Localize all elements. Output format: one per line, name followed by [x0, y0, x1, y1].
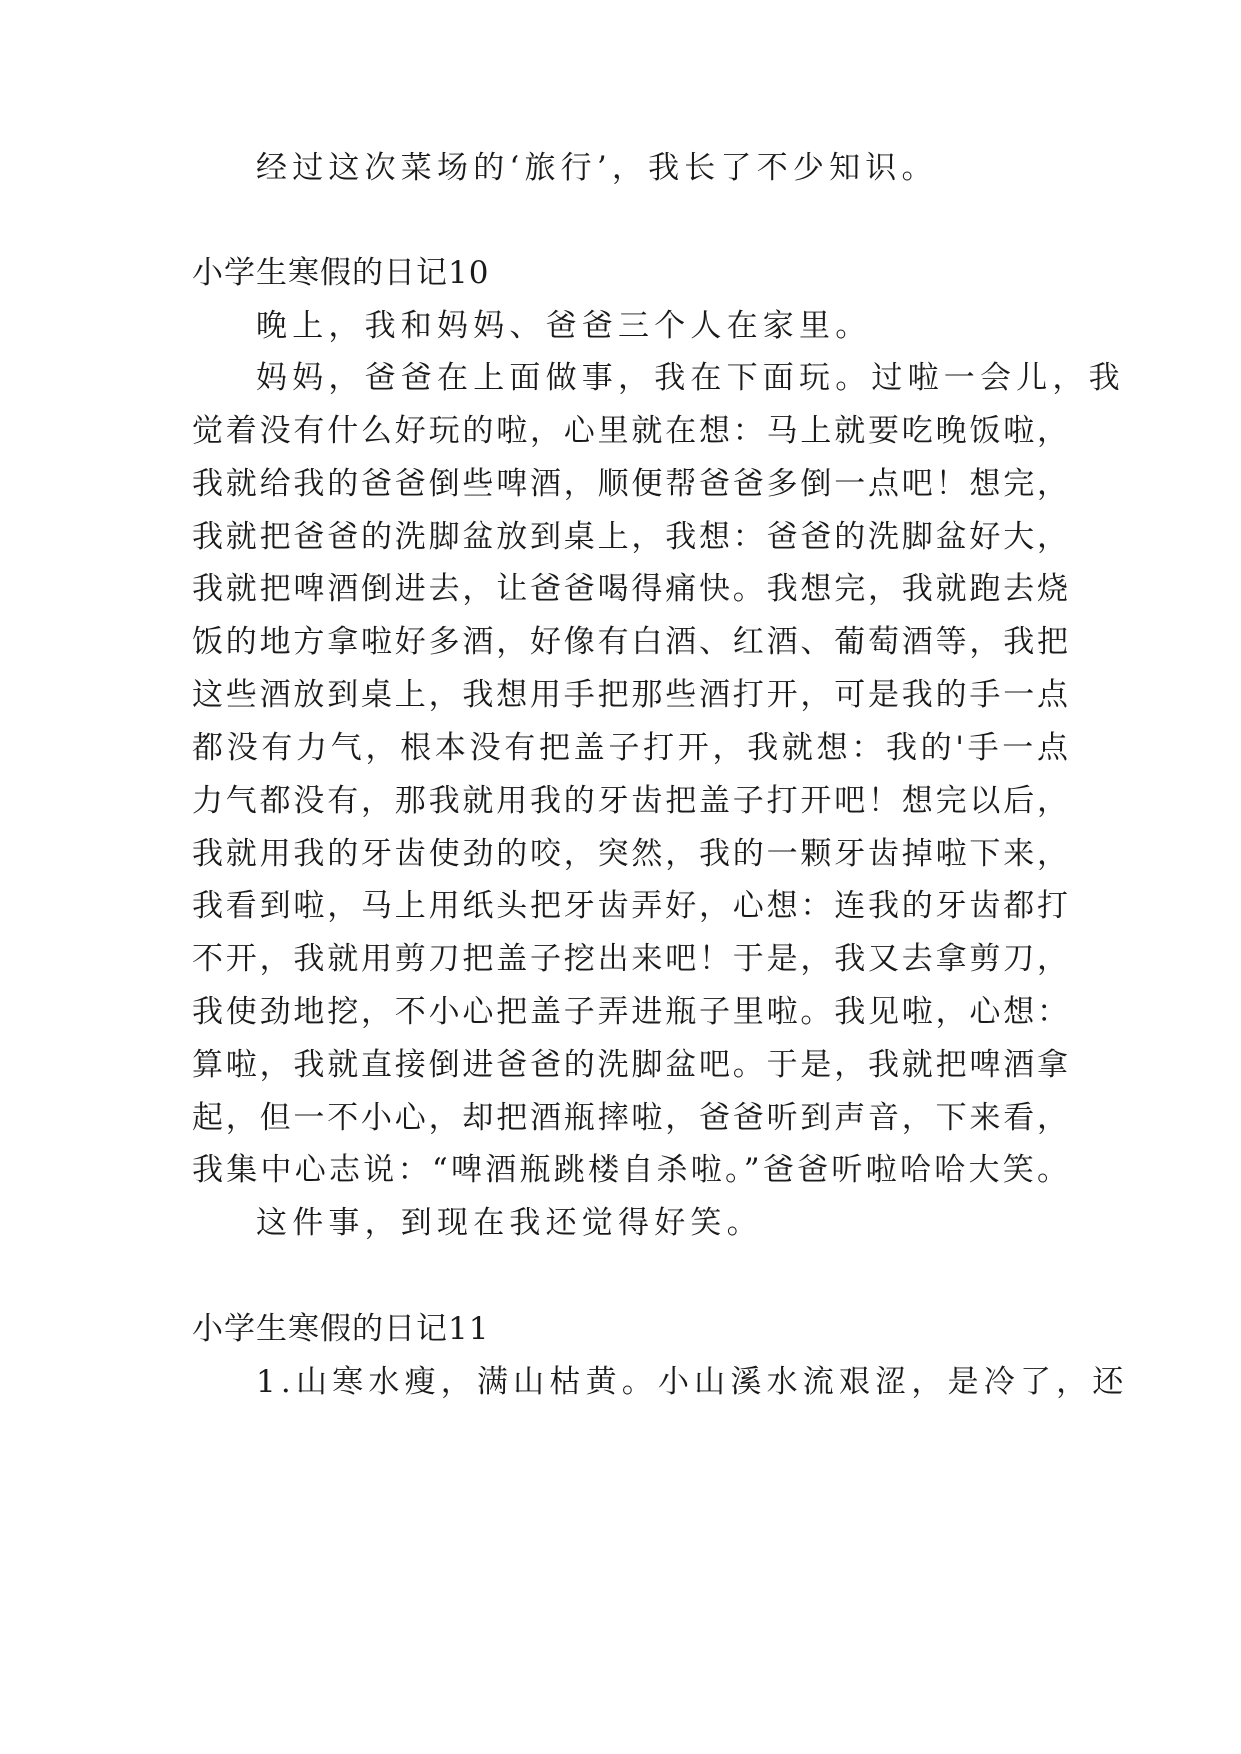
entry-10-paragraph-2-line: 这些酒放到桌上，我想用手把那些酒打开，可是我的手一点 [192, 677, 1068, 713]
entry-11-title: 小学生寒假的日记11 [192, 1311, 490, 1347]
entry-10-paragraph-2-line: 妈妈，爸爸在上面做事，我在下面玩。过啦一会儿，我 [256, 360, 1125, 396]
entry-10-paragraph-2-line: 力气都没有，那我就用我的牙齿把盖子打开吧！想完以后， [192, 783, 1068, 819]
entry-10-paragraph-2-line: 我就用我的牙齿使劲的咬，突然，我的一颗牙齿掉啦下来， [192, 836, 1068, 872]
entry-10-title: 小学生寒假的日记10 [192, 255, 490, 291]
entry-10-paragraph-2-line: 算啦，我就直接倒进爸爸的洗脚盆吧。于是，我就把啤酒拿 [192, 1047, 1068, 1083]
entry-10-paragraph-2-line: 我集中心志说：“啤酒瓶跳楼自杀啦。”爸爸听啦哈哈大笑。 [192, 1152, 1068, 1188]
entry-10-paragraph-2-line: 我就把啤酒倒进去，让爸爸喝得痛快。我想完，我就跑去烧 [192, 571, 1068, 607]
entry-10-paragraph-2-line: 起，但一不小心，却把酒瓶摔啦，爸爸听到声音，下来看， [192, 1100, 1068, 1136]
entry-10-paragraph-2-line: 我就把爸爸的洗脚盆放到桌上，我想：爸爸的洗脚盆好大， [192, 519, 1068, 555]
entry-10-paragraph-2-line: 都没有力气，根本没有把盖子打开，我就想：我的'手一点 [192, 730, 1068, 766]
entry-10-paragraph-2-line: 觉着没有什么好玩的啦，心里就在想：马上就要吃晚饭啦， [192, 413, 1068, 449]
entry-11-paragraph-1-line: 1.山寒水瘦，满山枯黄。小山溪水流艰涩，是冷了，还 [256, 1364, 1129, 1400]
entry-10-paragraph-2-line: 我就给我的爸爸倒些啤酒，顺便帮爸爸多倒一点吧！想完， [192, 466, 1068, 502]
entry-10-paragraph-2-line: 不开，我就用剪刀把盖子挖出来吧！于是，我又去拿剪刀， [192, 941, 1068, 977]
entry-10-paragraph-2-line: 我使劲地挖，不小心把盖子弄进瓶子里啦。我见啦，心想： [192, 994, 1068, 1030]
entry-10-paragraph-2-line: 饭的地方拿啦好多酒，好像有白酒、红酒、葡萄酒等，我把 [192, 624, 1068, 660]
entry-10-paragraph-3: 这件事，到现在我还觉得好笑。 [256, 1205, 763, 1241]
intro-line: 经过这次菜场的‘旅行’，我长了不少知识。 [256, 150, 938, 186]
entry-10-paragraph-1: 晚上，我和妈妈、爸爸三个人在家里。 [256, 308, 872, 344]
entry-10-paragraph-2-line: 我看到啦，马上用纸头把牙齿弄好，心想：连我的牙齿都打 [192, 888, 1068, 924]
